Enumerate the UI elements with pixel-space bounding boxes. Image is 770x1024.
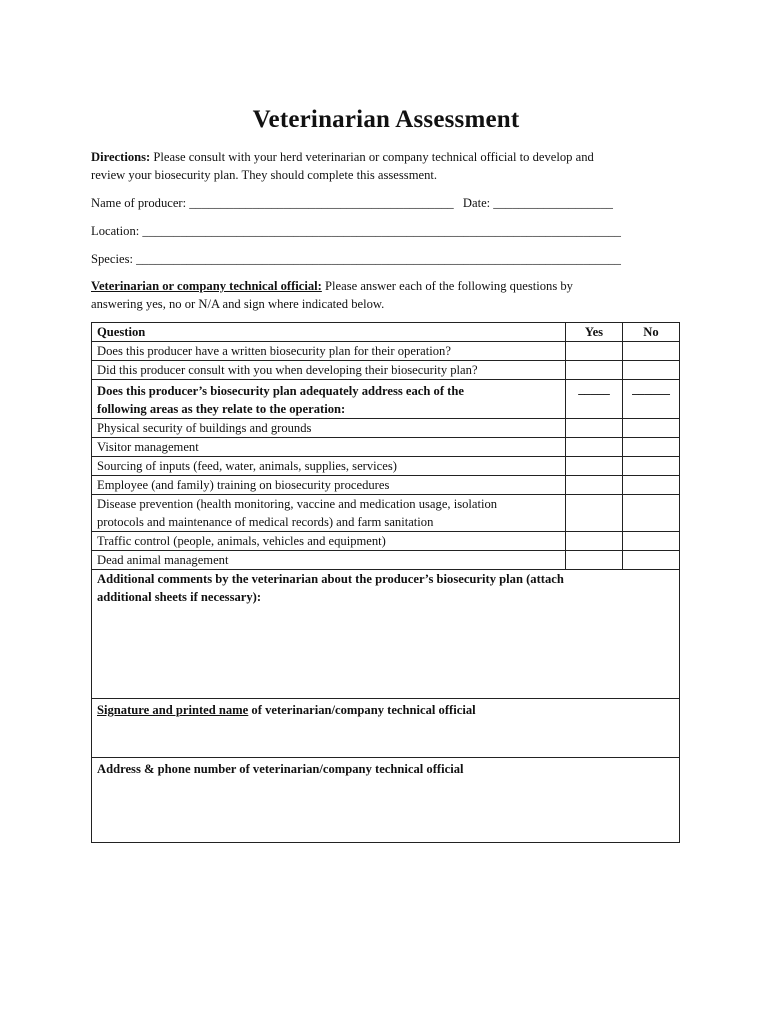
- area-employee-training: Employee (and family) training on biosecurity procedures: [92, 476, 566, 495]
- section-question-line1: Does this producer’s biosecurity plan adequately address each of the: [97, 384, 464, 398]
- yes-cell[interactable]: [566, 438, 623, 457]
- yes-cell[interactable]: [566, 342, 623, 361]
- no-cell[interactable]: [623, 532, 680, 551]
- question-header: Question: [92, 323, 566, 342]
- producer-date-line: [91, 194, 681, 212]
- area-dead-animal-management: Dead animal management: [92, 551, 566, 570]
- yes-cell[interactable]: [566, 495, 623, 532]
- address-box[interactable]: [92, 758, 680, 843]
- signature-row: [92, 699, 680, 758]
- yes-cell[interactable]: [566, 361, 623, 380]
- instructions-label: Veterinarian or company technical official:: [91, 279, 322, 293]
- area-physical-security: Physical security of buildings and grounds: [92, 419, 566, 438]
- table-header-row: [92, 323, 680, 342]
- area-traffic-control: Traffic control (people, animals, vehicles and equipment): [92, 532, 566, 551]
- species-field[interactable]: Species: _____________________________________________________________________________: [91, 252, 621, 266]
- yes-cell[interactable]: [566, 551, 623, 570]
- no-cell[interactable]: [623, 438, 680, 457]
- question-plan-addresses-areas: [92, 380, 566, 419]
- no-cell[interactable]: [623, 361, 680, 380]
- signature-label-underlined: Signature and printed name: [97, 703, 249, 717]
- no-cell[interactable]: [623, 495, 680, 532]
- yes-cell[interactable]: [566, 457, 623, 476]
- directions-label: Directions:: [91, 150, 151, 164]
- disease-line1: Disease prevention (health monitoring, vaccine and medication usage, isolation: [97, 497, 498, 511]
- disease-line2: protocols and maintenance of medical records) and farm sanitation: [97, 515, 434, 529]
- no-cell[interactable]: [623, 457, 680, 476]
- address-label: Address & phone number of veterinarian/company technical official: [97, 762, 464, 776]
- section-question-line2: following areas as they relate to the operation:: [97, 402, 346, 416]
- table-row: [92, 551, 680, 570]
- area-sourcing-inputs: Sourcing of inputs (feed, water, animals, supplies, services): [92, 457, 566, 476]
- no-header: No: [623, 323, 680, 342]
- page-title: Veterinarian Assessment: [252, 106, 520, 133]
- yes-cell[interactable]: [566, 476, 623, 495]
- table-row: [92, 532, 680, 551]
- area-visitor-management: Visitor management: [92, 438, 566, 457]
- no-cell[interactable]: [623, 476, 680, 495]
- table-row: [92, 457, 680, 476]
- instructions-text-line2: answering yes, no or N/A and sign where indicated below.: [91, 297, 385, 311]
- area-disease-prevention: [92, 495, 566, 532]
- yes-header: Yes: [566, 323, 623, 342]
- table-row: [92, 361, 680, 380]
- assessment-table: [91, 322, 680, 843]
- no-cell[interactable]: [623, 419, 680, 438]
- comments-label-line2: additional sheets if necessary):: [97, 590, 262, 604]
- signature-box[interactable]: [92, 699, 680, 758]
- question-written-plan: Does this producer have a written biosecurity plan for their operation?: [92, 342, 566, 361]
- no-cell[interactable]: [623, 551, 680, 570]
- instructions-paragraph: [91, 277, 681, 313]
- comments-box[interactable]: [92, 570, 680, 699]
- table-row: [92, 495, 680, 532]
- directions-text-line1: Please consult with your herd veterinarian or company technical official to develop and: [153, 150, 594, 164]
- table-row: [92, 342, 680, 361]
- producer-name-field[interactable]: Name of producer: __________________________________________: [91, 196, 454, 210]
- yes-cell[interactable]: [566, 419, 623, 438]
- yes-blank[interactable]: _____: [566, 380, 623, 419]
- directions-text-line2: review your biosecurity plan. They should complete this assessment.: [91, 168, 438, 182]
- yes-cell[interactable]: [566, 532, 623, 551]
- table-row: [92, 380, 680, 419]
- no-cell[interactable]: [623, 342, 680, 361]
- signature-label-rest: of veterinarian/company technical official: [248, 703, 476, 717]
- comments-label-line1: Additional comments by the veterinarian about the producer’s biosecurity plan (attach: [97, 572, 564, 586]
- location-field[interactable]: Location: ____________________________________________________________________________: [91, 224, 621, 238]
- date-field[interactable]: Date: ___________________: [462, 196, 613, 210]
- instructions-text-line1: Please answer each of the following questions by: [325, 279, 573, 293]
- comments-row: [92, 570, 680, 699]
- table-row: [92, 476, 680, 495]
- no-blank[interactable]: ______: [623, 380, 680, 419]
- directions-paragraph: [91, 148, 681, 184]
- question-consulted: Did this producer consult with you when developing their biosecurity plan?: [92, 361, 566, 380]
- table-row: [92, 438, 680, 457]
- table-row: [92, 419, 680, 438]
- address-row: [92, 758, 680, 843]
